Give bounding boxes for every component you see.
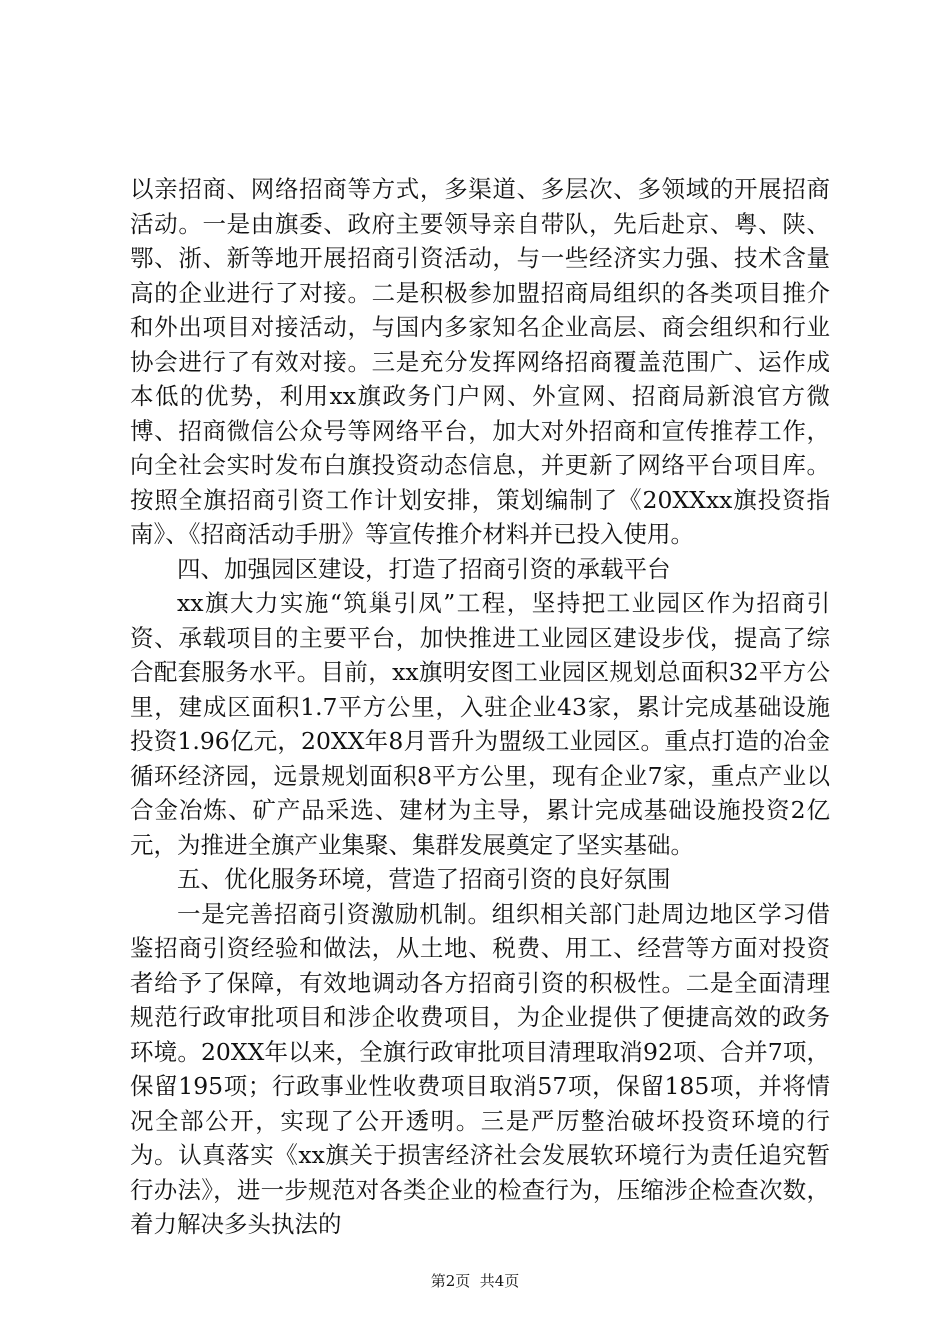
section-heading-4: 四、加强园区建设，打造了招商引资的承载平台	[177, 554, 671, 583]
paragraph-service-environment: 一是完善招商引资激励机制。组织相关部门赴周边地区学习借鉴招商引资经验和做法，从土地、税费、用工、经营等方面对投资者给予了保障，有效地调动各方招商引资的积极性。二是全面清理规范行政审批项目和涉企收费项目，为企业提供了便捷高效的政务环境。20XX年以来，全旗行政审批项目清理取消92项、合并7项，保留195项；行政事业性收费项目取消57项，保留185项，并将情况全部公开，实现了公开透明。三是严厉整治破坏投资环境的行为。认真落实《xx旗关于损害经济社会发展软环境行为责任追究暂行办法》，进一步规范对各类企业的检查行为，压缩涉企检查次数，着力解决多头执法的	[130, 899, 830, 1238]
page-footer	[0, 1271, 950, 1291]
page-number-label: 第2页 共4页	[430, 1272, 520, 1290]
paragraph-park-construction: xx旗大力实施“筑巢引凤”工程，坚持把工业园区作为招商引资、承载项目的主要平台，加快推进工业园区建设步伐，提高了综合配套服务水平。目前，xx旗明安图工业园区规划总面积32平方公里，建成区面积1.7平方公里，入驻企业43家，累计完成基础设施投资1.96亿元，20XX年8月晋升为盟级工业园区。重点打造的冶金循环经济园，远景规划面积8平方公里，现有企业7家，重点产业以合金冶炼、矿产品采选、建材为主导，累计完成基础设施投资2亿元，为推进全旗产业集聚、集群发展奠定了坚实基础。	[130, 589, 830, 859]
document-body	[130, 172, 830, 1242]
section-heading-5: 五、优化服务环境，营造了招商引资的良好氛围	[177, 865, 671, 893]
paragraph-continuation: 以亲招商、网络招商等方式，多渠道、多层次、多领域的开展招商活动。一是由旗委、政府主要领导亲自带队，先后赴京、粤、陕、鄂、浙、新等地开展招商引资活动，与一些经济实力强、技术含量高的企业进行了对接。二是积极参加盟招商局组织的各类项目推介和外出项目对接活动，与国内多家知名企业高层、商会组织和行业协会进行了有效对接。三是充分发挥网络招商覆盖范围广、运作成本低的优势，利用xx旗政务门户网、外宣网、招商局新浪官方微博、招商微信公众号等网络平台，加大对外招商和宣传推荐工作，向全社会实时发布白旗投资动态信息，并更新了网络平台项目库。按照全旗招商引资工作计划安排，策划编制了《20XXxx旗投资指南》、《招商活动手册》等宣传推介材料并已投入使用。	[130, 175, 830, 548]
